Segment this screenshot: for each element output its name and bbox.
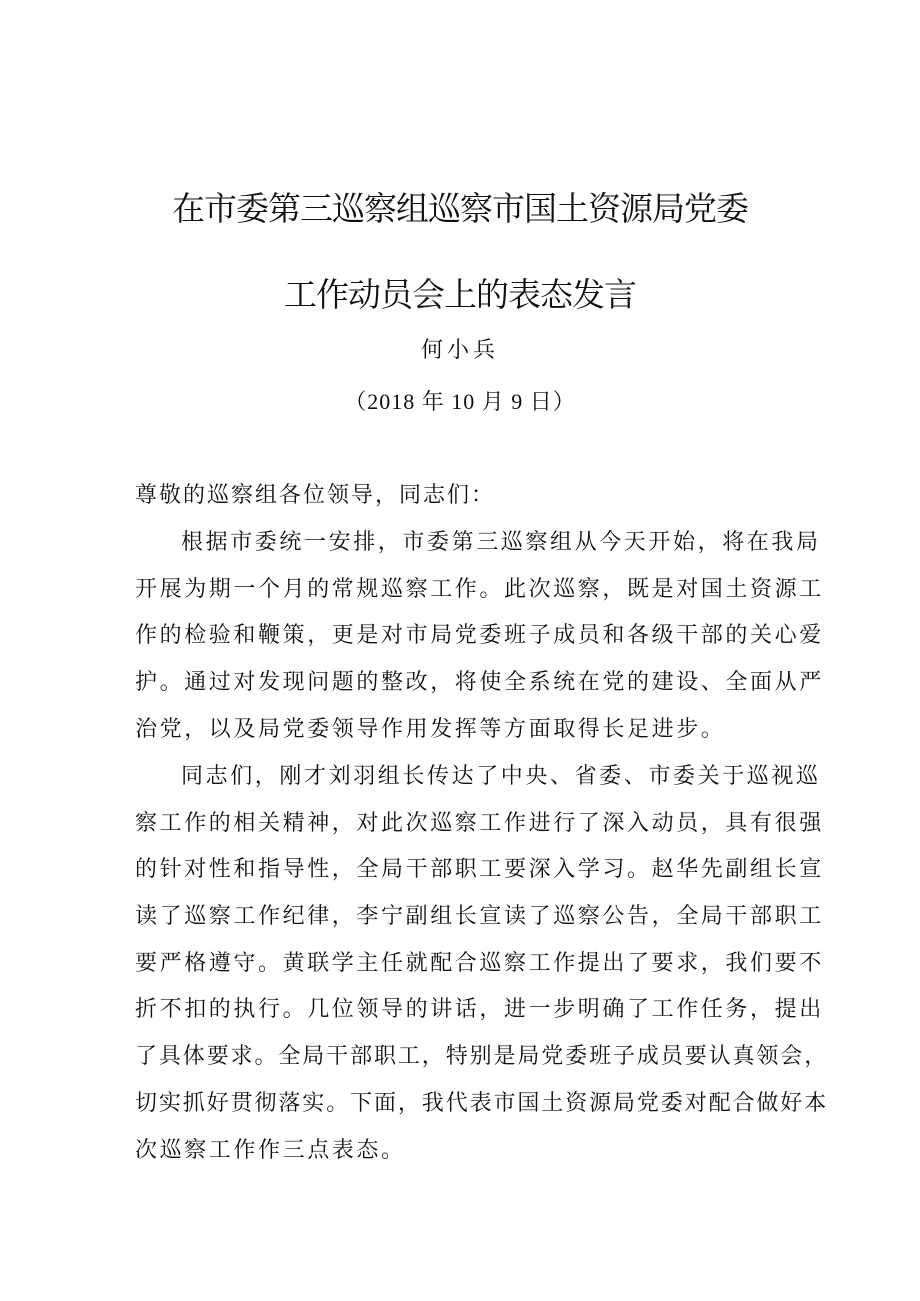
title-line-1: 在市委第三巡察组巡察市国土资源局党委 xyxy=(172,189,748,228)
paragraph-line: 了具体要求。全局干部职工，特别是局党委班子成员要认真领会， xyxy=(135,1044,829,1069)
paragraph-line: 要严格遵守。黄联学主任就配合巡察工作提出了要求，我们要不 xyxy=(135,951,824,976)
paragraph-line: 护。通过对发现问题的整改，将使全系统在党的建设、全面从严 xyxy=(135,670,824,695)
paragraph-line: 的针对性和指导性，全局干部职工要深入学习。赵华先副组长宣 xyxy=(135,857,824,882)
paragraph-line: 次巡察工作作三点表态。 xyxy=(135,1138,406,1163)
speech-date: （2018 年 10 月 9 日） xyxy=(344,389,576,414)
title-line-2: 工作动员会上的表态发言 xyxy=(284,275,636,314)
paragraph-line: 作的检验和鞭策，更是对市局党委班子成员和各级干部的关心爱 xyxy=(135,623,824,648)
paragraph-line: 治党，以及局党委领导作用发挥等方面取得长足进步。 xyxy=(135,717,726,742)
paragraph-line: 察工作的相关精神，对此次巡察工作进行了深入动员，具有很强 xyxy=(135,811,824,836)
paragraph-line: 根据市委统一安排，市委第三巡察组从今天开始，将在我局 xyxy=(181,530,821,555)
paragraph-line: 切实抓好贯彻落实。下面，我代表市国土资源局党委对配合做好本 xyxy=(135,1091,829,1116)
paragraph-line: 同志们，刚才刘羽组长传达了中央、省委、市委关于巡视巡 xyxy=(181,764,821,789)
paragraph-line: 开展为期一个月的常规巡察工作。此次巡察，既是对国土资源工 xyxy=(135,577,824,602)
paragraph-line: 折不扣的执行。几位领导的讲话，进一步明确了工作任务，提出 xyxy=(135,997,824,1022)
paragraph-line: 读了巡察工作纪律，李宁副组长宣读了巡察公告，全局干部职工 xyxy=(135,904,824,929)
author: 何小兵 xyxy=(420,338,499,363)
salutation: 尊敬的巡察组各位领导，同志们： xyxy=(135,483,496,508)
